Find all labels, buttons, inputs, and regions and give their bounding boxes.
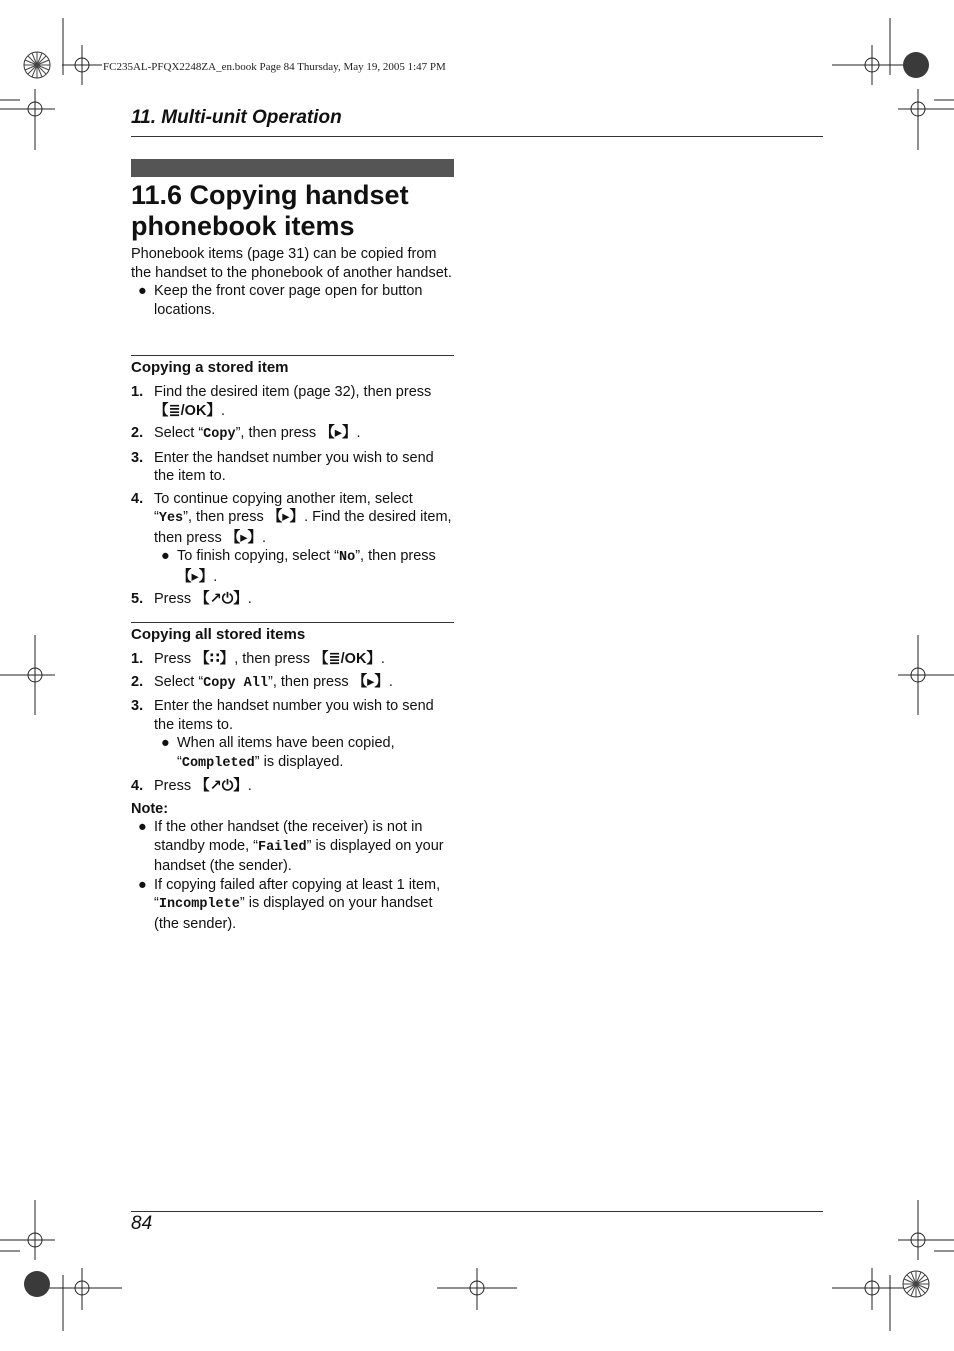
- bullet-icon: ●: [161, 735, 170, 751]
- list-item: 2. Select “Copy All”, then press 【▸】.: [131, 673, 393, 691]
- list-item: 3. Enter the handset number you wish to send the item to.: [131, 449, 434, 484]
- dark-registration-dot-icon: [903, 52, 929, 78]
- right-arrow-key: 【▸】: [320, 425, 357, 441]
- page-title: 11.6 Copying handset phonebook items: [131, 180, 409, 241]
- all-items-steps: [131, 650, 454, 933]
- crosshair-target-icon: [0, 89, 55, 150]
- list-item: 2. Select “Copy”, then press 【▸】.: [131, 425, 361, 442]
- intro-text: Phonebook items (page 31) can be copied from the handset to the phonebook of another handset.: [131, 246, 452, 281]
- crosshair-target-icon: [42, 1268, 122, 1310]
- list-item: 4. To continue copying another item, select “Yes”, then press 【▸】. Find the desired item, then press 【▸】. ● To finish copying, select “No”, then press 【▸】.: [131, 490, 454, 587]
- section-rule: [131, 622, 454, 623]
- list-item: 3. Enter the handset number you wish to send the items to. ● When all items have been copied, “Completed” is displayed.: [131, 697, 454, 773]
- dark-registration-dot-icon: [24, 1271, 50, 1297]
- right-arrow-key: 【▸】: [225, 529, 263, 546]
- crosshair-target-icon: [0, 635, 55, 715]
- bullet-icon: ●: [161, 548, 170, 564]
- title-bar: [131, 159, 454, 177]
- footer-rule: [131, 1211, 823, 1212]
- stored-item-steps: [131, 383, 454, 613]
- bullet-icon: ●: [138, 819, 147, 835]
- menu-ok-key: 【≣/OK】: [313, 651, 381, 667]
- intro: [131, 245, 454, 319]
- stored-item-heading: Copying a stored item: [131, 359, 289, 376]
- phonebook-key: 【∷】: [195, 651, 235, 667]
- section-rule: [131, 355, 454, 356]
- bullet-icon: ●: [138, 876, 147, 893]
- crosshair-target-icon: [898, 89, 954, 150]
- sub-bullet: ● To finish copying, select “No”, then press 【▸】.: [161, 548, 436, 585]
- list-item: 1. Find the desired item (page 32), then press 【≣/OK】.: [131, 384, 432, 419]
- right-arrow-key: 【▸】: [352, 673, 389, 690]
- file-header: FC235AL-PFQX2248ZA_en.book Page 84 Thursday, May 19, 2005 1:47 PM: [103, 61, 446, 73]
- list-item: 1. Press 【∷】, then press 【≣/OK】.: [131, 651, 385, 667]
- off-key: 【↗⏻】: [195, 591, 248, 607]
- off-key: 【↗⏻】: [195, 778, 248, 794]
- crosshair-target-icon: [62, 45, 102, 85]
- crosshair-target-icon: [437, 1268, 517, 1310]
- all-items-heading: Copying all stored items: [131, 626, 306, 643]
- right-arrow-key: 【▸】: [177, 568, 214, 585]
- intro-bullet-text: Keep the front cover page open for button locations.: [154, 283, 423, 318]
- note-bullet: ● If copying failed after copying at least 1 item, “Incomplete” is displayed on your handset (the sender).: [138, 876, 441, 932]
- page-number: 84: [131, 1213, 153, 1234]
- menu-ok-key: 【≣/OK】: [154, 402, 221, 419]
- sub-bullet: ● When all items have been copied, “Completed” is displayed.: [161, 735, 395, 771]
- note-label: Note:: [131, 800, 169, 817]
- list-item: 4. Press 【↗⏻】.: [131, 778, 252, 794]
- starburst-mark-icon: [903, 1271, 929, 1297]
- list-item: 5. Press 【↗⏻】.: [131, 591, 252, 607]
- intro-bullet: [131, 282, 454, 319]
- crosshair-target-icon: [898, 635, 954, 715]
- crosshair-target-icon: [832, 45, 912, 85]
- crosshair-target-icon: [832, 1268, 912, 1310]
- header-rule: [131, 136, 823, 137]
- bullet-icon: ●: [138, 283, 147, 299]
- right-arrow-key: 【▸】: [267, 509, 305, 525]
- note-bullet: ● If the other handset (the receiver) is not in standby mode, “Failed” is displayed on your handset (the sender).: [138, 819, 444, 874]
- starburst-mark-icon: [24, 52, 50, 78]
- section-header: 11. Multi-unit Operation: [131, 107, 342, 128]
